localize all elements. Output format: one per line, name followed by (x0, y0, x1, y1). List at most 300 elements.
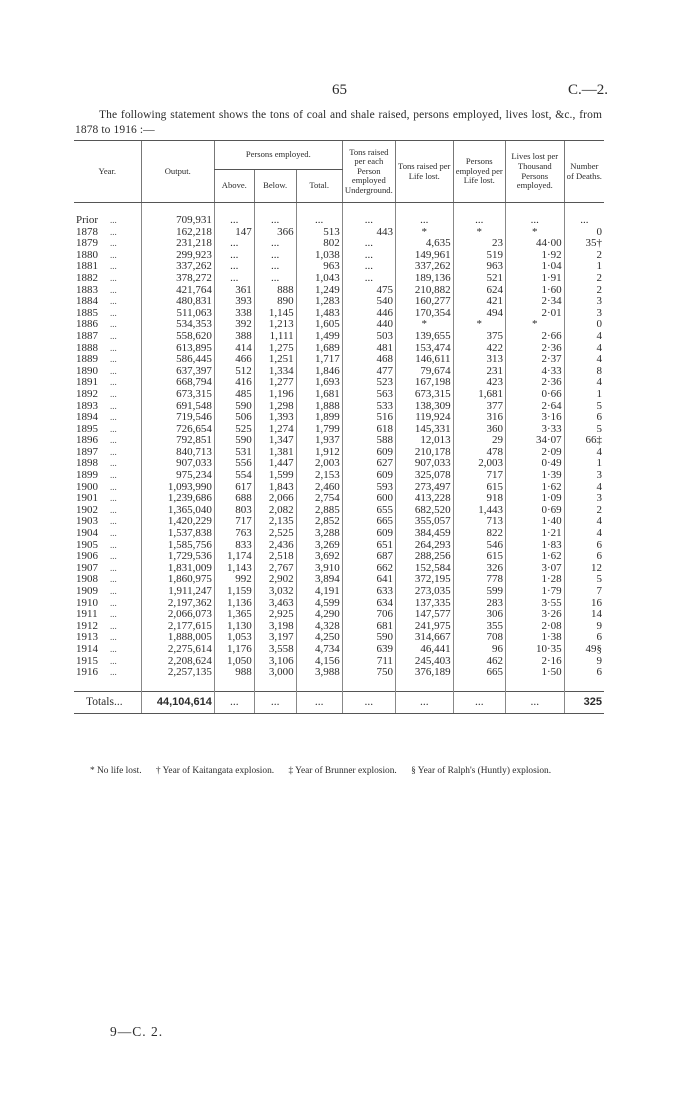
col-header-deaths: Number of Deaths. (564, 141, 604, 203)
cell-above: 531 (214, 447, 254, 459)
cell-tons-per-life: 210,178 (395, 447, 453, 459)
cell-deaths: 5 (564, 401, 604, 413)
cell-year (74, 667, 141, 679)
leader-dots: ... (110, 643, 117, 654)
cell-total: 4,250 (296, 632, 342, 644)
cell-deaths: 7 (564, 586, 604, 598)
cell-below: ... (254, 215, 296, 227)
cell-deaths: 0 (564, 227, 604, 239)
cell-deaths: 1 (564, 261, 604, 273)
cell-below: 2,525 (254, 528, 296, 540)
year-label: 1892 (76, 387, 98, 400)
cell-output: 1,860,975 (141, 574, 214, 586)
cell-output: 1,537,838 (141, 528, 214, 540)
col-header-tons-per-person: Tons raised per each Person employed Underground. (342, 141, 395, 203)
cell-persons-per-life: 665 (453, 667, 505, 679)
cell-tons-per-life: 145,331 (395, 424, 453, 436)
cell-total: 1,846 (296, 366, 342, 378)
cell-output: 668,794 (141, 377, 214, 389)
cell-tons-per-life: 355,057 (395, 516, 453, 528)
cell-above: ... (214, 261, 254, 273)
cell-lives-per-thousand: 2·16 (505, 656, 564, 668)
cell-output: 378,272 (141, 273, 214, 285)
cell-total: 2,754 (296, 493, 342, 505)
cell-above: 393 (214, 296, 254, 308)
cell-deaths: 2 (564, 273, 604, 285)
cell-total: 2,153 (296, 470, 342, 482)
page-number: 65 (332, 82, 347, 98)
cell-tons-per-life: 152,584 (395, 563, 453, 575)
totals-label: Totals... (74, 691, 141, 714)
year-label: 1890 (76, 364, 98, 377)
cell-lives-per-thousand: 2·66 (505, 331, 564, 343)
year-label: 1910 (76, 596, 98, 609)
cell-tons-per-person: 477 (342, 366, 395, 378)
cell-tons-per-life: 12,013 (395, 435, 453, 447)
cell-tons-per-life: 288,256 (395, 551, 453, 563)
cell-tons-per-person: 590 (342, 632, 395, 644)
cell-total: 1,899 (296, 412, 342, 424)
table-body (74, 203, 604, 692)
cell-deaths: 4 (564, 516, 604, 528)
leader-dots: ... (110, 551, 117, 562)
cell-deaths: 5 (564, 574, 604, 586)
leader-dots: ... (110, 667, 117, 678)
year-label: 1893 (76, 399, 98, 412)
cell-tons-per-person: 655 (342, 505, 395, 517)
year-label: 1903 (76, 515, 98, 528)
cell-below: ... (254, 238, 296, 250)
cell-deaths: 3 (564, 308, 604, 320)
cell-below: 1,447 (254, 458, 296, 470)
cell-output: 1,831,009 (141, 563, 214, 575)
cell-above: 1,136 (214, 598, 254, 610)
cell-total: 2,460 (296, 482, 342, 494)
cell-lives-per-thousand: * (505, 319, 564, 331)
year-label: 1896 (76, 434, 98, 447)
cell-tons-per-person: 750 (342, 667, 395, 679)
totals-below: ... (254, 691, 296, 714)
leader-dots: ... (110, 400, 117, 411)
cell-tons-per-person: ... (342, 250, 395, 262)
year-label: 1912 (76, 619, 98, 632)
cell-total: 4,599 (296, 598, 342, 610)
footnotes (90, 766, 602, 778)
cell-output: 586,445 (141, 354, 214, 366)
cell-total: 1,912 (296, 447, 342, 459)
coal-statistics-table (74, 140, 604, 714)
cell-output: 511,063 (141, 308, 214, 320)
cell-above: 590 (214, 435, 254, 447)
cell-above: 988 (214, 667, 254, 679)
table-row (74, 389, 604, 401)
year-label: 1905 (76, 538, 98, 551)
cell-below: 2,436 (254, 540, 296, 552)
cell-tons-per-person: 481 (342, 343, 395, 355)
cell-deaths: 9 (564, 621, 604, 633)
col-header-persons-per-life: Persons employed per Life lost. (453, 141, 505, 203)
cell-persons-per-life: 421 (453, 296, 505, 308)
cell-tons-per-life: 273,497 (395, 482, 453, 494)
cell-persons-per-life: 316 (453, 412, 505, 424)
cell-lives-per-thousand: 1·62 (505, 551, 564, 563)
cell-persons-per-life: 615 (453, 482, 505, 494)
cell-persons-per-life: 963 (453, 261, 505, 273)
cell-total: 1,038 (296, 250, 342, 262)
table-row (74, 354, 604, 366)
cell-tons-per-person: ... (342, 261, 395, 273)
cell-above: 590 (214, 401, 254, 413)
cell-above: 466 (214, 354, 254, 366)
cell-lives-per-thousand: 1·83 (505, 540, 564, 552)
cell-output: 709,931 (141, 215, 214, 227)
table-row (74, 296, 604, 308)
cell-lives-per-thousand: 3·26 (505, 609, 564, 621)
totals-output: 44,104,614 (141, 691, 214, 714)
cell-total: 4,191 (296, 586, 342, 598)
cell-tons-per-life: 170,354 (395, 308, 453, 320)
cell-persons-per-life: 478 (453, 447, 505, 459)
cell-lives-per-thousand: 3·55 (505, 598, 564, 610)
cell-deaths: 0 (564, 319, 604, 331)
cell-above: 388 (214, 331, 254, 343)
cell-above: 338 (214, 308, 254, 320)
cell-persons-per-life: 615 (453, 551, 505, 563)
cell-below: 1,251 (254, 354, 296, 366)
cell-persons-per-life: 918 (453, 493, 505, 505)
cell-persons-per-life: 778 (453, 574, 505, 586)
leader-dots: ... (110, 470, 117, 481)
year-label: 1902 (76, 503, 98, 516)
cell-tons-per-person: 540 (342, 296, 395, 308)
cell-tons-per-person: 533 (342, 401, 395, 413)
cell-total: 2,885 (296, 505, 342, 517)
cell-above: 763 (214, 528, 254, 540)
leader-dots: ... (110, 272, 117, 283)
year-label: 1891 (76, 376, 98, 389)
year-label: 1879 (76, 237, 98, 250)
cell-tons-per-life: 273,035 (395, 586, 453, 598)
cell-above: 147 (214, 227, 254, 239)
cell-above: 361 (214, 285, 254, 297)
table-row (74, 586, 604, 598)
cell-output: 162,218 (141, 227, 214, 239)
cell-tons-per-person: 516 (342, 412, 395, 424)
cell-above: 416 (214, 377, 254, 389)
cell-total: 1,717 (296, 354, 342, 366)
leader-dots: ... (110, 215, 117, 225)
cell-below: 3,197 (254, 632, 296, 644)
year-label: 1895 (76, 422, 98, 435)
year-label: 1911 (76, 608, 98, 621)
cell-lives-per-thousand: 0·66 (505, 389, 564, 401)
cell-above: 1,174 (214, 551, 254, 563)
cell-tons-per-life: 149,961 (395, 250, 453, 262)
cell-lives-per-thousand: ... (505, 215, 564, 227)
cell-total: 4,156 (296, 656, 342, 668)
totals-row (74, 691, 604, 714)
cell-persons-per-life: 355 (453, 621, 505, 633)
cell-below: 3,106 (254, 656, 296, 668)
cell-total: 1,888 (296, 401, 342, 413)
cell-tons-per-person: 600 (342, 493, 395, 505)
sheet-signature: 9—C. 2. (110, 1024, 164, 1039)
cell-total: 3,692 (296, 551, 342, 563)
cell-output: 840,713 (141, 447, 214, 459)
cell-above: 1,050 (214, 656, 254, 668)
cell-deaths: 3 (564, 493, 604, 505)
cell-persons-per-life: 494 (453, 308, 505, 320)
leader-dots: ... (110, 539, 117, 550)
cell-tons-per-person: 687 (342, 551, 395, 563)
cell-persons-per-life: 1,443 (453, 505, 505, 517)
leader-dots: ... (110, 516, 117, 527)
cell-deaths: 4 (564, 343, 604, 355)
table-row (74, 215, 604, 227)
leader-dots: ... (110, 238, 117, 249)
cell-below: 1,275 (254, 343, 296, 355)
leader-dots: ... (110, 586, 117, 596)
year-label: 1915 (76, 654, 98, 667)
cell-tons-per-life: 147,577 (395, 609, 453, 621)
cell-lives-per-thousand: 0·69 (505, 505, 564, 517)
cell-persons-per-life: 313 (453, 354, 505, 366)
year-label: 1900 (76, 480, 98, 493)
col-header-below: Below. (254, 170, 296, 203)
totals-above: ... (214, 691, 254, 714)
cell-below: 1,196 (254, 389, 296, 401)
cell-above: 1,365 (214, 609, 254, 621)
header-row (74, 141, 604, 170)
cell-tons-per-person: 503 (342, 331, 395, 343)
cell-above: 688 (214, 493, 254, 505)
cell-below: 1,347 (254, 435, 296, 447)
cell-below: 2,066 (254, 493, 296, 505)
cell-year (74, 528, 141, 540)
cell-output: 1,729,536 (141, 551, 214, 563)
cell-persons-per-life: 1,681 (453, 389, 505, 401)
cell-total: ... (296, 215, 342, 227)
cell-total: 1,043 (296, 273, 342, 285)
cell-below: 1,213 (254, 319, 296, 331)
leader-dots: ... (110, 354, 117, 365)
cell-persons-per-life: * (453, 319, 505, 331)
cell-above: 617 (214, 482, 254, 494)
cell-tons-per-life: 314,667 (395, 632, 453, 644)
cell-below: 1,334 (254, 366, 296, 378)
cell-below: 1,298 (254, 401, 296, 413)
leader-dots: ... (110, 307, 117, 318)
cell-output: 1,365,040 (141, 505, 214, 517)
cell-output: 2,275,614 (141, 644, 214, 656)
cell-lives-per-thousand: 10·35 (505, 644, 564, 656)
totals-tons-per-life: ... (395, 691, 453, 714)
cell-persons-per-life: 519 (453, 250, 505, 262)
cell-above: 1,143 (214, 563, 254, 575)
cell-tons-per-person: 662 (342, 563, 395, 575)
cell-lives-per-thousand: 1·79 (505, 586, 564, 598)
cell-deaths: 14 (564, 609, 604, 621)
cell-below: 3,198 (254, 621, 296, 633)
cell-persons-per-life: 2,003 (453, 458, 505, 470)
cell-lives-per-thousand: 1·04 (505, 261, 564, 273)
cell-deaths: 16 (564, 598, 604, 610)
document-code: C.—2. (568, 82, 609, 98)
leader-dots: ... (110, 435, 117, 446)
intro-paragraph: The following statement shows the tons of coal and shale raised, persons employed, lives lost, &c., from 1878 to 1916 :— (75, 109, 602, 136)
cell-deaths: 6 (564, 540, 604, 552)
cell-above: 833 (214, 540, 254, 552)
cell-lives-per-thousand: 44·00 (505, 238, 564, 250)
cell-deaths: 6 (564, 667, 604, 679)
leader-dots: ... (110, 388, 117, 399)
cell-output: 421,764 (141, 285, 214, 297)
cell-tons-per-person: ... (342, 215, 395, 227)
cell-above: 803 (214, 505, 254, 517)
leader-dots: ... (110, 528, 117, 539)
cell-tons-per-life: 245,403 (395, 656, 453, 668)
cell-deaths: 1 (564, 389, 604, 401)
year-label: 1881 (76, 260, 98, 273)
cell-deaths: 4 (564, 447, 604, 459)
cell-below: 2,518 (254, 551, 296, 563)
cell-year (74, 644, 141, 656)
cell-lives-per-thousand: 1·40 (505, 516, 564, 528)
cell-total: 4,734 (296, 644, 342, 656)
footnote-brunner: ‡ Year of Brunner explosion. (288, 766, 397, 776)
cell-above: 1,176 (214, 644, 254, 656)
year-label: 1899 (76, 469, 98, 482)
cell-below: ... (254, 261, 296, 273)
cell-persons-per-life: 283 (453, 598, 505, 610)
col-header-above: Above. (214, 170, 254, 203)
cell-tons-per-life: 4,635 (395, 238, 453, 250)
cell-output: 726,654 (141, 424, 214, 436)
cell-tons-per-person: 609 (342, 528, 395, 540)
cell-deaths: 4 (564, 482, 604, 494)
cell-tons-per-life: 119,924 (395, 412, 453, 424)
col-header-tons-per-life: Tons raised per Life lost. (395, 141, 453, 203)
footnote-huntly: § Year of Ralph's (Huntly) explosion. (411, 766, 552, 776)
cell-tons-per-person: 639 (342, 644, 395, 656)
table-row (74, 331, 604, 343)
year-label: Prior (76, 214, 98, 226)
cell-above: 1,159 (214, 586, 254, 598)
cell-total: 1,483 (296, 308, 342, 320)
leader-dots: ... (110, 342, 117, 353)
cell-total: 513 (296, 227, 342, 239)
cell-below: 1,274 (254, 424, 296, 436)
cell-tons-per-life: 167,198 (395, 377, 453, 389)
cell-output: 907,033 (141, 458, 214, 470)
cell-below: 3,000 (254, 667, 296, 679)
cell-output: 2,257,135 (141, 667, 214, 679)
cell-deaths: 8 (564, 366, 604, 378)
col-header-year: Year. (74, 141, 141, 203)
cell-below: 366 (254, 227, 296, 239)
cell-total: 3,894 (296, 574, 342, 586)
cell-below: ... (254, 273, 296, 285)
cell-persons-per-life: 708 (453, 632, 505, 644)
cell-total: 2,852 (296, 516, 342, 528)
cell-deaths: 49§ (564, 644, 604, 656)
cell-above: 992 (214, 574, 254, 586)
cell-tons-per-person: 651 (342, 540, 395, 552)
cell-tons-per-person: 446 (342, 308, 395, 320)
cell-tons-per-person: 475 (342, 285, 395, 297)
leader-dots: ... (110, 249, 117, 260)
cell-output: 792,851 (141, 435, 214, 447)
cell-below: 2,925 (254, 609, 296, 621)
cell-persons-per-life: 231 (453, 366, 505, 378)
cell-persons-per-life: 422 (453, 343, 505, 355)
year-label: 1909 (76, 585, 98, 597)
cell-tons-per-person: 681 (342, 621, 395, 633)
cell-lives-per-thousand: 2·08 (505, 621, 564, 633)
cell-tons-per-life: 337,262 (395, 261, 453, 273)
cell-persons-per-life: 29 (453, 435, 505, 447)
cell-lives-per-thousand: 1·09 (505, 493, 564, 505)
cell-lives-per-thousand: 1·62 (505, 482, 564, 494)
year-label: 1901 (76, 492, 98, 505)
year-label: 1897 (76, 445, 98, 458)
leader-dots: ... (110, 562, 117, 573)
cell-persons-per-life: 822 (453, 528, 505, 540)
leader-dots: ... (110, 609, 117, 620)
cell-above: ... (214, 250, 254, 262)
cell-output: 299,923 (141, 250, 214, 262)
cell-deaths: 2 (564, 250, 604, 262)
cell-above: 506 (214, 412, 254, 424)
spacer-row (74, 203, 604, 216)
cell-deaths: 3 (564, 296, 604, 308)
cell-output: 2,208,624 (141, 656, 214, 668)
year-label: 1916 (76, 666, 98, 679)
year-label: 1884 (76, 295, 98, 308)
cell-tons-per-person: ... (342, 238, 395, 250)
year-label: 1907 (76, 561, 98, 574)
table-row (74, 470, 604, 482)
leader-dots: ... (110, 296, 117, 307)
cell-lives-per-thousand: 1·28 (505, 574, 564, 586)
leader-dots: ... (110, 504, 117, 515)
year-label: 1888 (76, 341, 98, 354)
cell-tons-per-life: 79,674 (395, 366, 453, 378)
cell-below: 2,767 (254, 563, 296, 575)
cell-total: 1,605 (296, 319, 342, 331)
year-label: 1886 (76, 318, 98, 331)
leader-dots: ... (110, 574, 117, 585)
cell-tons-per-person: 641 (342, 574, 395, 586)
cell-total: 2,003 (296, 458, 342, 470)
col-header-output: Output. (141, 141, 214, 203)
totals-total: ... (296, 691, 342, 714)
cell-below: 2,902 (254, 574, 296, 586)
cell-lives-per-thousand: 2·37 (505, 354, 564, 366)
footnote-no-life-lost: * No life lost. (90, 766, 142, 776)
leader-dots: ... (110, 365, 117, 376)
cell-lives-per-thousand: 2·01 (505, 308, 564, 320)
cell-tons-per-life: 325,078 (395, 470, 453, 482)
year-label: 1913 (76, 631, 98, 644)
cell-output: 2,197,362 (141, 598, 214, 610)
cell-below: 2,135 (254, 516, 296, 528)
year-label: 1906 (76, 550, 98, 563)
leader-dots: ... (110, 330, 117, 341)
cell-above: ... (214, 215, 254, 227)
leader-dots: ... (110, 597, 117, 608)
cell-persons-per-life: 377 (453, 401, 505, 413)
